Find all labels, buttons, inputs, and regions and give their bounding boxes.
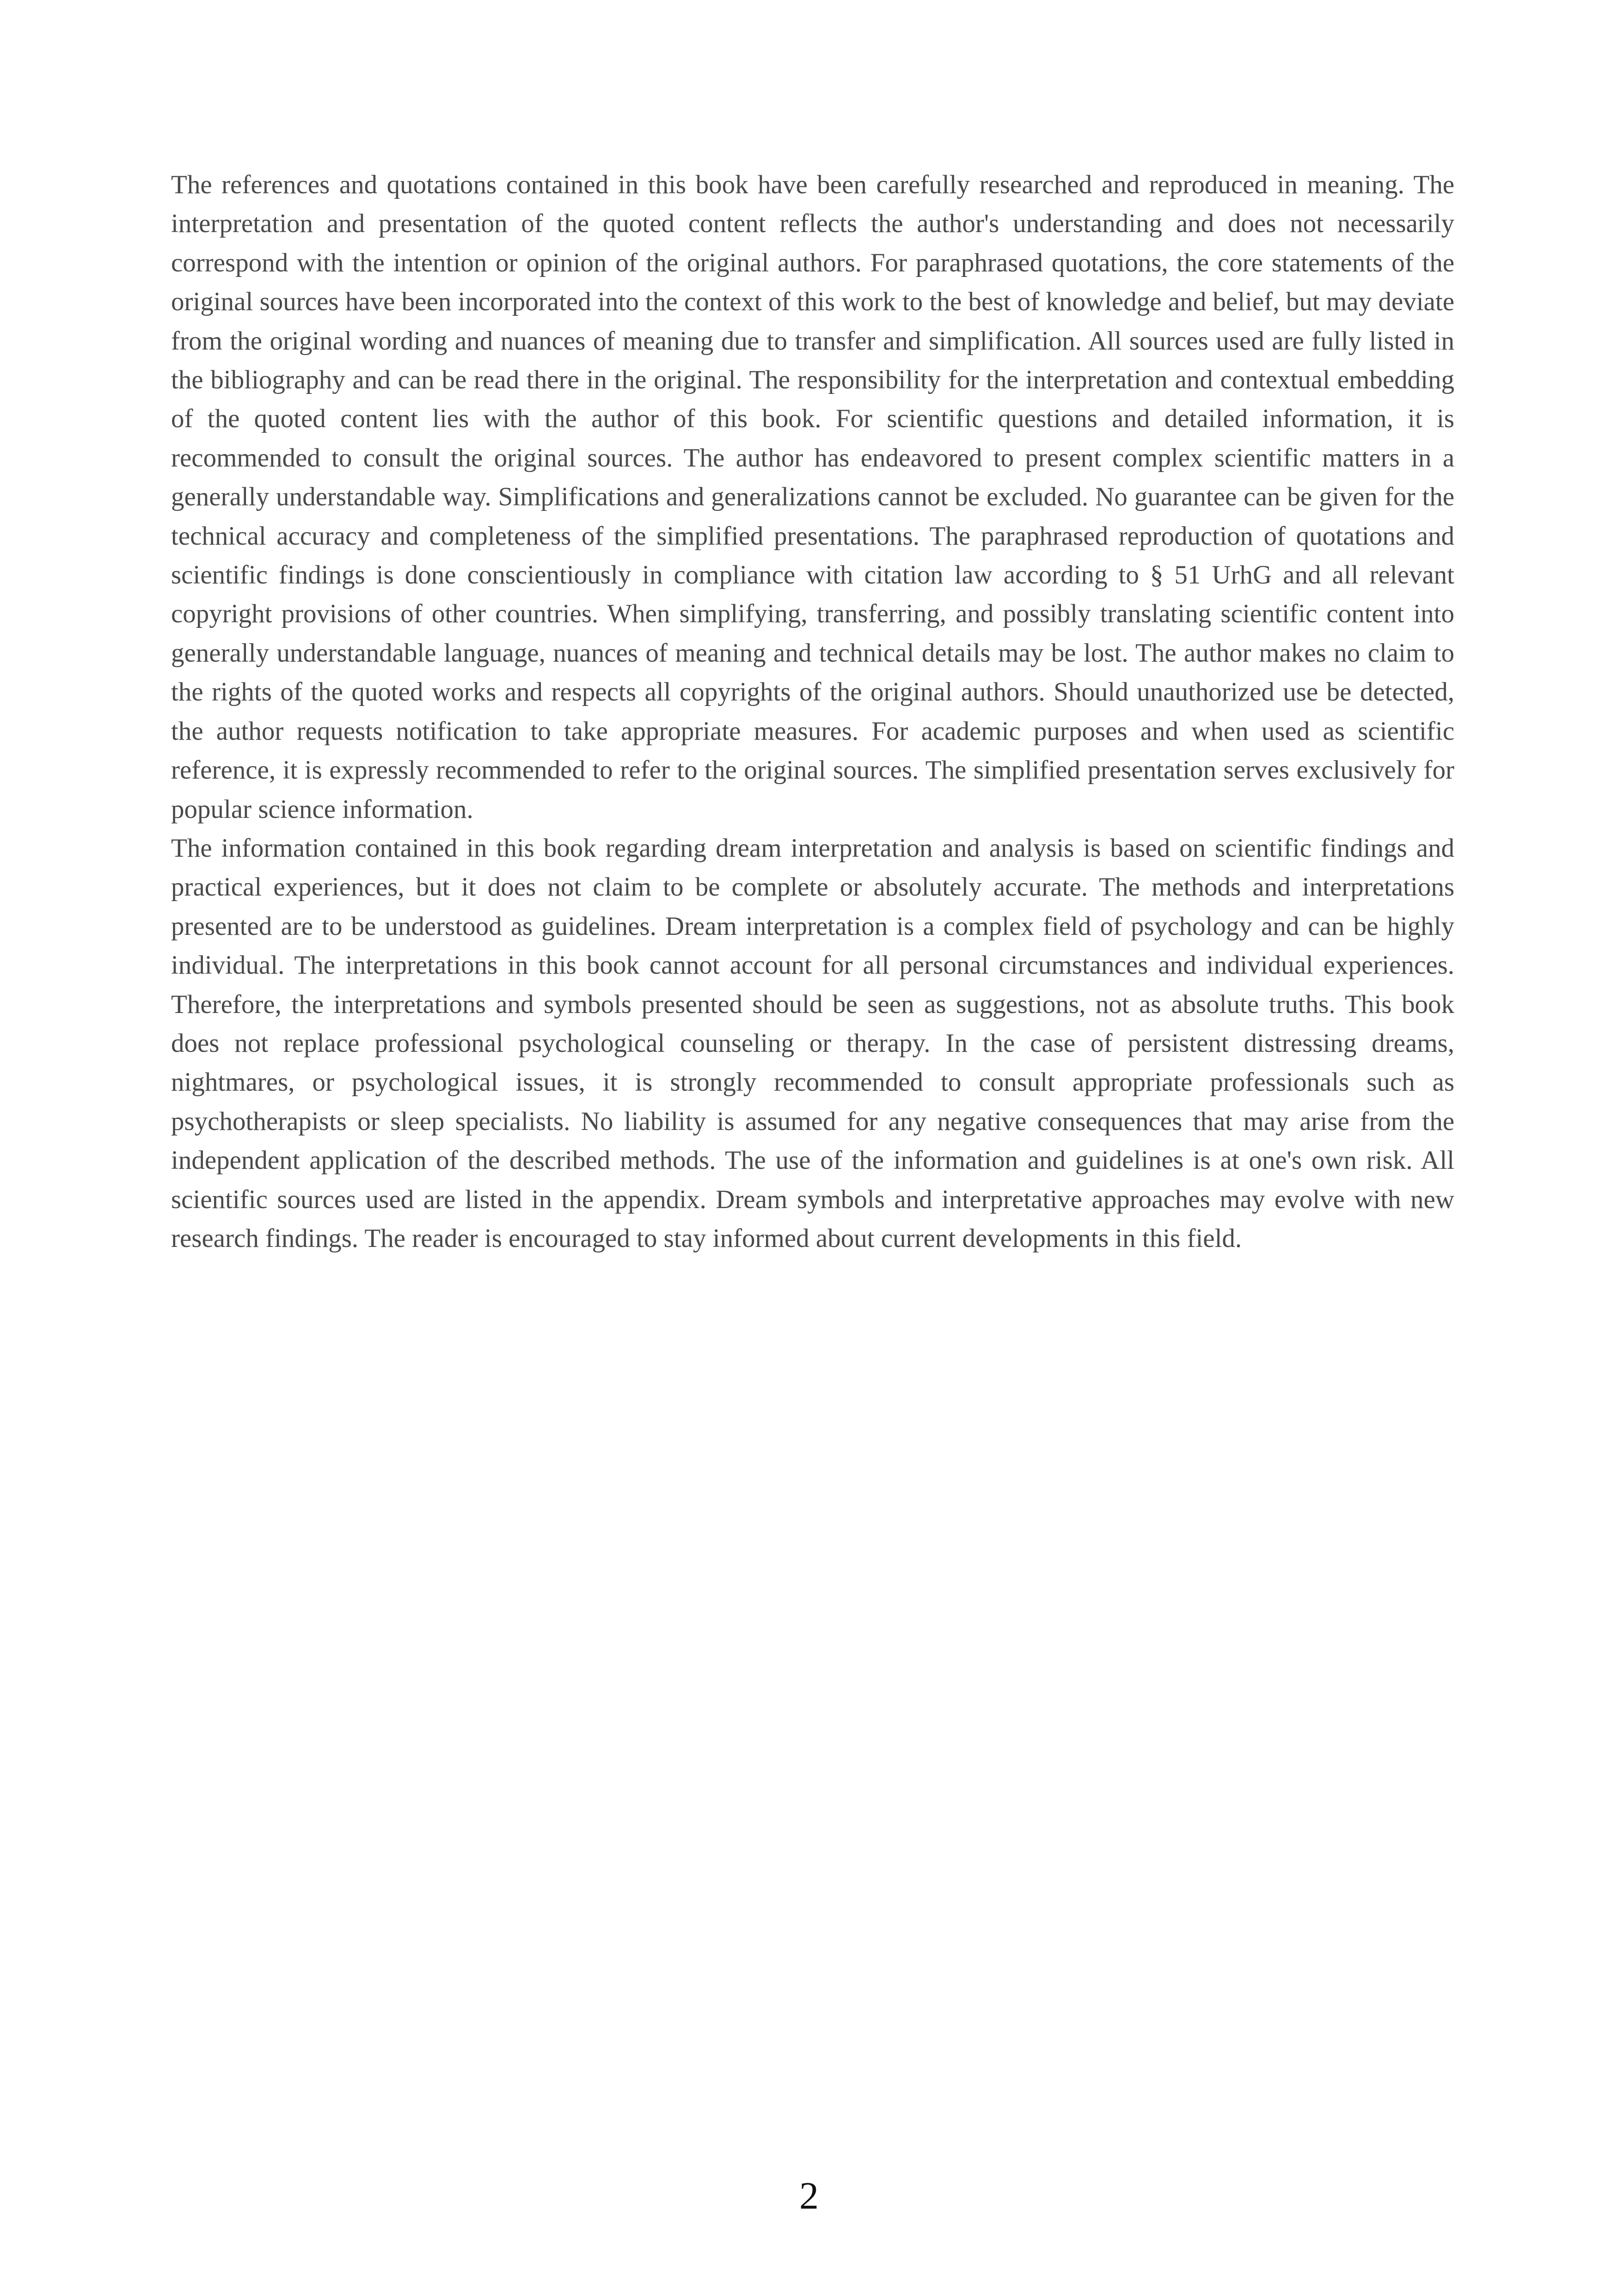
body-text [171, 166, 1454, 1258]
paragraph-dream-interpretation-disclaimer: The information contained in this book regarding dream interpretation and analysis is based on scientific findings and practical experiences, but it does not claim to be complete or absolutely accurate. The methods and interpretations presented are to be understood as guidelines. Dream interpretation is a complex field of psychology and can be highly individual. The interpretations in this book cannot account for all personal circumstances and individual experiences. Therefore, the interpretations and symbols presented should be seen as suggestions, not as absolute truths. This book does not replace professional psychological counseling or therapy. In the case of persistent distressing dreams, nightmares, or psychological issues, it is strongly recommended to consult appropriate professionals such as psychotherapists or sleep specialists. No liability is assumed for any negative consequences that may arise from the independent application of the described methods. The use of the information and guidelines is at one's own risk. All scientific sources used are listed in the appendix. Dream symbols and interpretative approaches may evolve with new research findings. The reader is encouraged to stay informed about current developments in this field. [171, 833, 1454, 1253]
paragraph-references-disclaimer: The references and quotations contained in this book have been carefully researched and reproduced in meaning. The interpretation and presentation of the quoted content reflects the author's understanding and does not necessarily correspond with the intention or opinion of the original authors. For paraphrased quotations, the core statements of the original sources have been incorporated into the context of this work to the best of knowledge and belief, but may deviate from the original wording and nuances of meaning due to transfer and simplification. All sources used are fully listed in the bibliography and can be read there in the original. The responsibility for the interpretation and contextual embedding of the quoted content lies with the author of this book. For scientific questions and detailed information, it is recommended to consult the original sources. The author has endeavored to present complex scientific matters in a generally understandable way. Simplifications and generalizations cannot be excluded. No guarantee can be given for the technical accuracy and completeness of the simplified presentations. The paraphrased reproduction of quotations and scientific findings is done conscientiously in compliance with citation law according to § 51 UrhG and all relevant copyright provisions of other countries. When simplifying, transferring, and possibly translating scientific content into generally understandable language, nuances of meaning and technical details may be lost. The author makes no claim to the rights of the quoted works and respects all copyrights of the original authors. Should unauthorized use be detected, the author requests notification to take appropriate measures. For academic purposes and when used as scientific reference, it is expressly recommended to refer to the original sources. The simplified presentation serves exclusively for popular science information. [171, 170, 1454, 824]
page-number: 2 [799, 2174, 819, 2217]
